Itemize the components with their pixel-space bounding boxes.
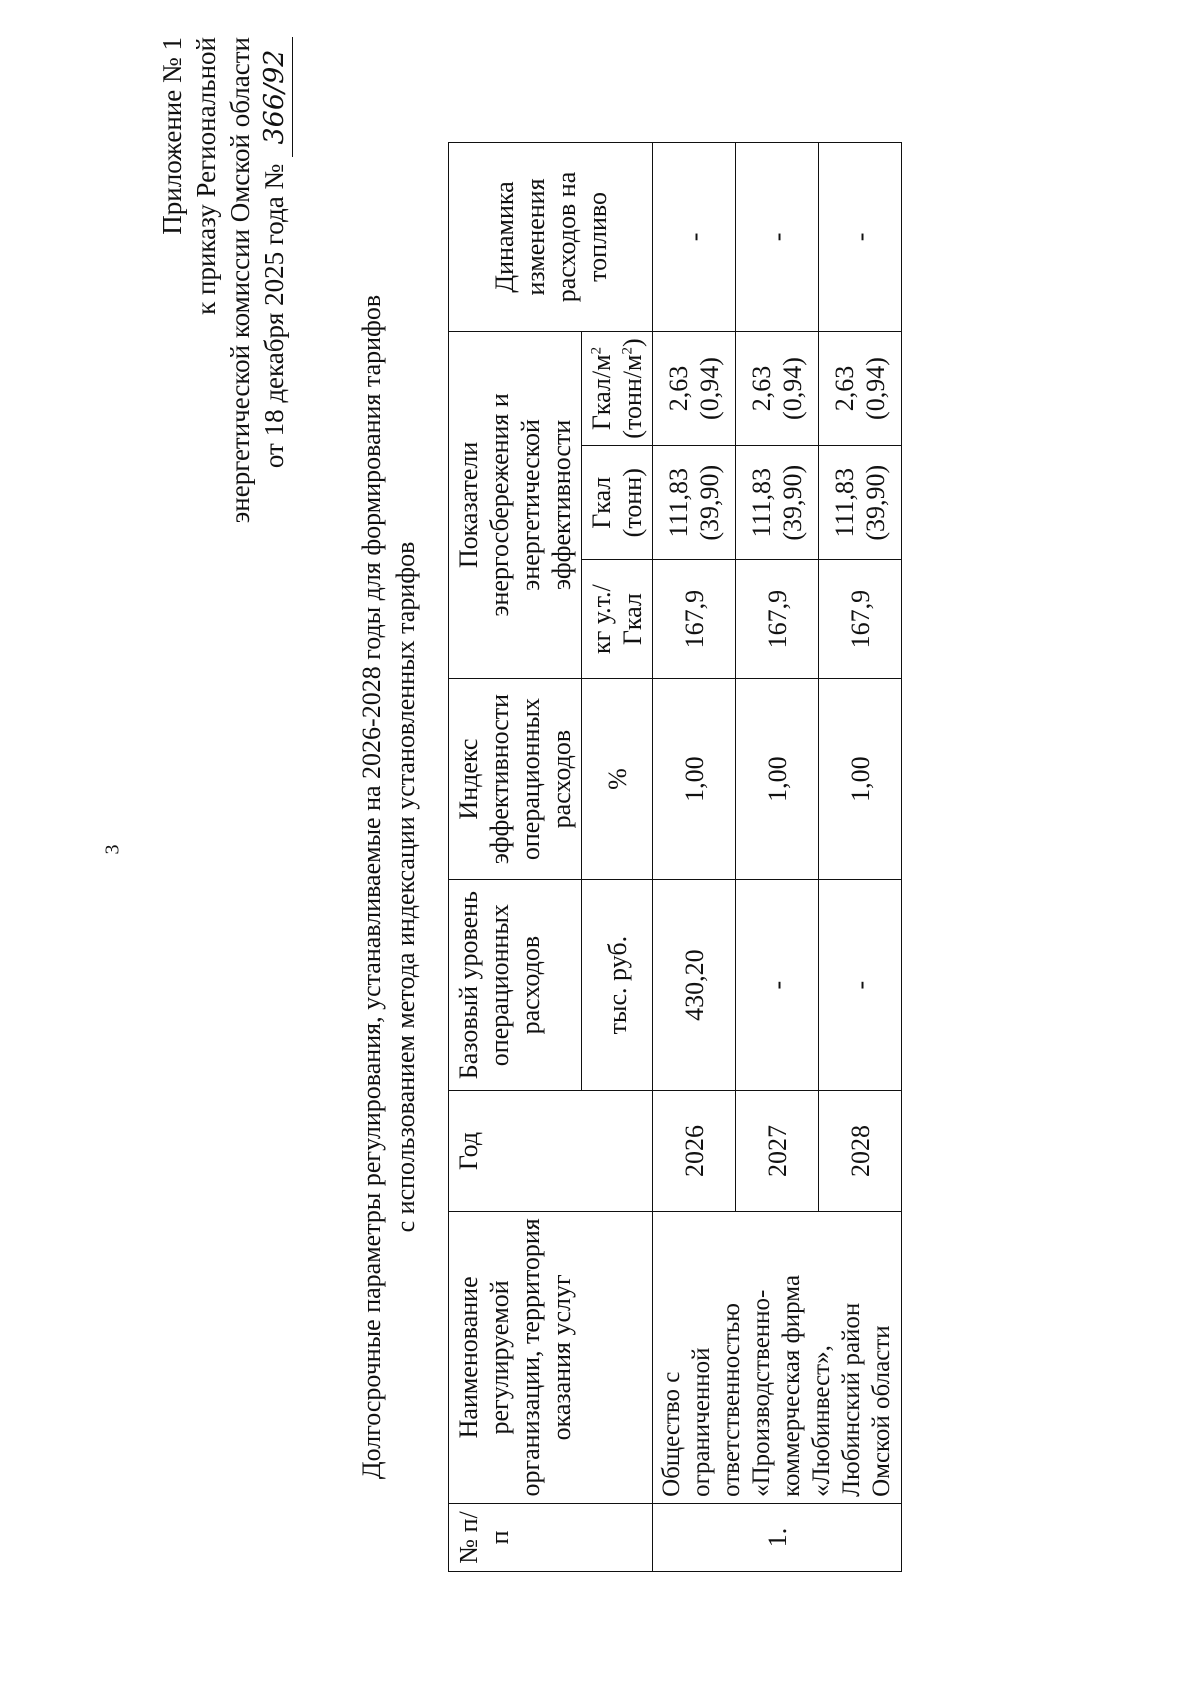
parameters-table <box>448 142 902 1572</box>
unit-e3-top-text: Гкал/м <box>587 354 616 431</box>
e3-bottom: (0,94) <box>778 357 807 420</box>
e3-bottom: (0,94) <box>861 357 890 420</box>
appendix-line-2: к приказу Региональной <box>191 37 221 315</box>
title-line-2: с использованием метода индексации установленных тарифов <box>391 541 420 1233</box>
e2-cell <box>819 446 902 560</box>
index-cell: 1,00 <box>653 678 736 879</box>
organization-name: Общество с ограниченной ответственностью «Производственно-коммерческая фирма «Любинвест», Любинский район Омской области <box>653 1211 902 1503</box>
e3-top: 2,63 <box>830 365 859 412</box>
year-cell: 2026 <box>653 1091 736 1212</box>
fuel-cell: - <box>653 143 736 332</box>
index-cell: 1,00 <box>736 678 819 879</box>
e2-bottom: (39,90) <box>778 464 807 541</box>
appendix-line-4 <box>257 37 293 637</box>
index-cell: 1,00 <box>819 678 902 879</box>
unit-e3-bottom-sup: 2 <box>619 347 636 355</box>
e1-cell: 167,9 <box>819 560 902 679</box>
e1-cell: 167,9 <box>736 560 819 679</box>
unit-e3-top <box>586 338 617 439</box>
e3-cell <box>819 331 902 445</box>
fuel-cell: - <box>736 143 819 332</box>
header-base-level: Базовый уровень операционных расходов <box>449 880 582 1091</box>
row-number: 1. <box>653 1503 902 1571</box>
base-level-cell: - <box>819 880 902 1091</box>
e1-cell: 167,9 <box>653 560 736 679</box>
header-year: Год <box>449 1091 653 1212</box>
unit-e2-bottom: (тонн) <box>618 468 647 538</box>
table-row <box>653 143 736 1572</box>
fuel-cell: - <box>819 143 902 332</box>
e3-cell <box>653 331 736 445</box>
e2-top: 111,83 <box>747 467 776 538</box>
unit-e2-top: Гкал <box>587 476 616 529</box>
base-level-cell: - <box>736 880 819 1091</box>
page-number: 3 <box>101 844 124 855</box>
unit-e1: кг у.т./Гкал <box>582 560 653 679</box>
appendix-line-1: Приложение № 1 <box>157 37 187 235</box>
unit-e2 <box>582 446 653 560</box>
header-efficiency-index: Индекс эффективности операционных расходов <box>449 678 582 879</box>
e2-bottom: (39,90) <box>861 464 890 541</box>
unit-e3-bottom-close: ) <box>618 338 647 348</box>
title-line-1: Долгосрочные параметры регулирования, устанавливаемые на 2026-2028 годы для формирования тарифов <box>357 294 386 1480</box>
appendix-line-3: энергетической комиссии Омской области <box>225 37 255 524</box>
year-cell: 2027 <box>736 1091 819 1212</box>
header-energy-indicators: Показатели энергосбережения и энергетической эффективности <box>449 331 582 678</box>
base-level-cell: 430,20 <box>653 880 736 1091</box>
unit-e3-bottom-text: (тонн/м <box>618 354 647 439</box>
e2-bottom: (39,90) <box>695 464 724 541</box>
appendix-date: от 18 декабря 2025 года № <box>259 163 289 469</box>
unit-base: тыс. руб. <box>582 880 653 1091</box>
header-number: № п/п <box>449 1503 653 1571</box>
appendix-header <box>155 37 293 637</box>
e2-top: 111,83 <box>664 467 693 538</box>
e3-bottom: (0,94) <box>695 357 724 420</box>
unit-e3-top-sup: 2 <box>588 346 605 355</box>
e3-cell <box>736 331 819 445</box>
unit-e3 <box>582 331 653 445</box>
unit-index: % <box>582 678 653 879</box>
header-fuel-dynamics: Динамика изменения расходов на топливо <box>449 143 653 332</box>
header-row <box>449 143 582 1572</box>
order-number-handwritten: 366/92 <box>258 37 293 157</box>
e2-cell <box>736 446 819 560</box>
document-title <box>355 137 423 1637</box>
unit-e3-bottom <box>617 338 648 439</box>
e3-top: 2,63 <box>664 365 693 412</box>
header-organization: Наименование регулируемой организации, территория оказания услуг <box>449 1211 653 1503</box>
e3-top: 2,63 <box>747 365 776 412</box>
e2-top: 111,83 <box>830 467 859 538</box>
year-cell: 2028 <box>819 1091 902 1212</box>
e2-cell <box>653 446 736 560</box>
